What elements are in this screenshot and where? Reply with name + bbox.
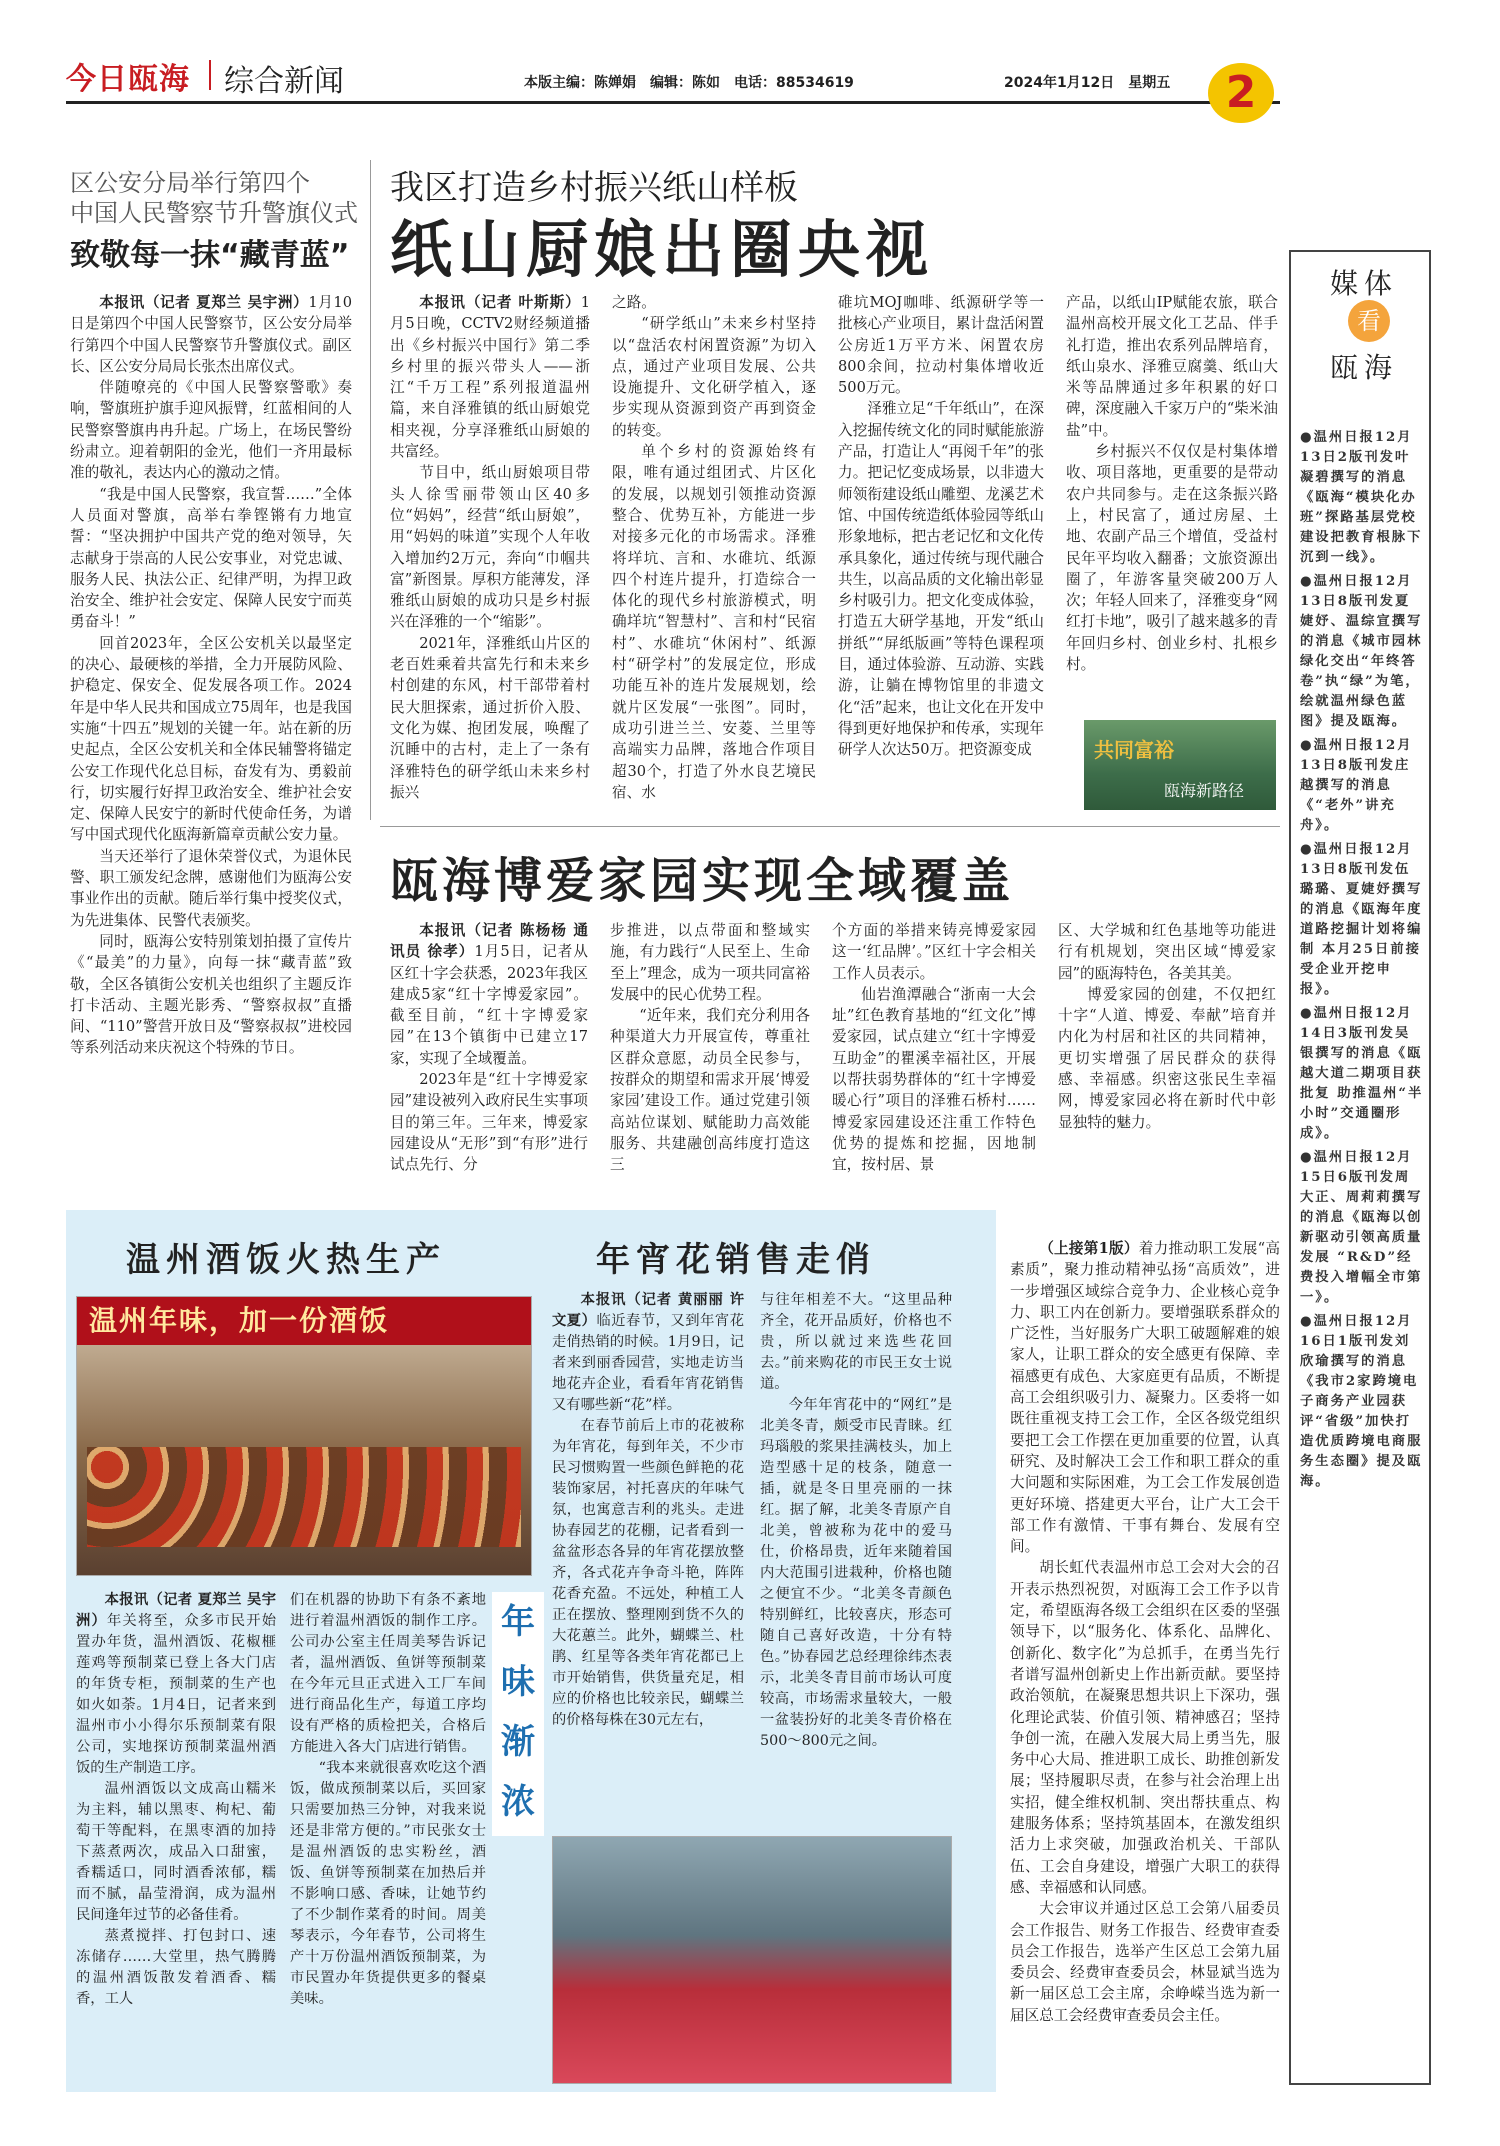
tagline-char: 浓 bbox=[501, 1782, 535, 1822]
sidebar-item: ●温州日报12月15日6版刊发周大正、周莉莉撰写的消息《瓯海以创新驱动引领高质量发展 “R&D”经费投入增幅全市第一》。 bbox=[1300, 1150, 1423, 1305]
sidebar-title-ouhai: 瓯海 bbox=[1330, 351, 1399, 384]
panel-story-b-col1: 本报讯（记者 黄丽丽 许文夏）临近春节，又到年宵花走俏热销的时候。1月9日，记者来到丽香园营，实地走访当地花卉企业，看看年宵花销售又有哪些新“花”样。 在春节前后上市的花被称为年宵花，每到年关，不少市民习惯购置一些颜色鲜艳的花装饰家居，衬托喜庆的年味气氛，也寓意吉利的兆头。走进协春园艺的花棚，记者看到一盆盆形态各异的年宵花摆放整齐，各式花卉争奇斗艳，阵阵花香充盈。不远处，种植工人正在摆放、整理刚到货不久的大花蕙兰。此外，蝴蝶兰、杜鹃、红星等各类年宵花都已上市开始销售，供货量充足，相应的价格也比较亲民，蝴蝶兰的价格每株在30元左右， bbox=[552, 1292, 745, 1728]
section-name: 综合新闻 bbox=[224, 64, 344, 99]
issue-date: 2024年1月12日 星期五 bbox=[1004, 75, 1171, 91]
story3-column-3: 个方面的举措来铸亮博爱家园这一‘红品牌’。”区红十字会相关工作人员表示。 仙岩渔潭融合“浙南一大会址”红色教育基地的“红文化”博爱家园，试点建立“红十字博爱互助金”的瞿溪幸福社区，开展以帮扶弱势群体的“红十字博爱暖心行”项目的泽雅石桥村……博爱家园建设还注重工作特色优势的提炼和挖掘，因地制宜，按村居、景 bbox=[832, 922, 1036, 1174]
graphic-caption-2: 瓯海新路径 bbox=[1164, 781, 1245, 800]
column-rule bbox=[370, 160, 371, 820]
story2-title: 纸山厨娘出圈央视 bbox=[390, 213, 935, 286]
tagline-char: 年 bbox=[501, 1602, 535, 1642]
story2-column-1: 本报讯（记者 叶斯斯）1月5日晚，CCTV2财经频道播出《乡村振兴中国行》第二季乡村里的振兴带头人——浙江“千万工程”系列报道温州篇，来自泽雅镇的纸山厨娘党相夹视，分享泽雅纸山厨娘的共富经。 节目中，纸山厨娘项目带头人徐雪丽带领山区40多位“妈妈”，经营“纸山厨娘”，用“妈妈的味道”实现个人年收入增加约2万元，奔向“巾帼共富”新图景。厚积方能薄发，泽雅纸山厨娘的成功只是乡村振兴在泽雅的一个“缩影”。 2021年，泽雅纸山片区的老百姓乘着共富先行和未来乡村创建的东风，村干部带着村民大胆探索，通过折价入股、文化为媒、抱团发展，唤醒了沉睡中的古村，走上了一条有泽雅特色的研学纸山未来乡村振兴 bbox=[390, 294, 590, 801]
panel-headline-1: 温州酒饭火热生产 bbox=[126, 1240, 446, 1280]
story3-column-2: 步推进，以点带面和整域实施，有力践行“人民至上、生命至上”理念，成为一项共同富裕发展中的民心优势工程。 “近年来，我们充分利用各种渠道大力开展宣传，尊重社区群众意愿，动员全民参与，按群众的期望和需求开展‘博爱家园’建设工作。通过党建引领高站位谋划、赋能助力高效能服务、共建融创高纬度打造这三 bbox=[610, 922, 810, 1174]
story1-byline: 本报讯（记者 夏郑兰 吴宇洲） bbox=[99, 294, 309, 311]
masthead-logo: 今日瓯海 bbox=[66, 62, 190, 97]
header-divider bbox=[209, 60, 211, 90]
story1-paragraph: 当天还举行了退休荣誉仪式，为退休民警、职工颁发纪念牌，感谢他们为瓯海公安事业作出的贡献。随后举行集中授奖仪式，为先进集体、民警代表颁奖。 bbox=[70, 847, 352, 929]
story1-body bbox=[70, 292, 352, 1059]
story1-paragraph: 回首2023年，全区公安机关以最坚定的决心、最硬核的举措，全力开展防风险、护稳定、保安全、促发展各项工作。2024年是中华人民共和国成立75周年，也是我国实施“十四五”规划的关键一年。站在新的历史起点，全区公安机关和全体民辅警将锚定公安工作现代化总目标，奋发有为、勇毅前行，切实履行好捍卫政治安全、维护社会安定、保障人民安宁的新时代使命任务，为谱写中国式现代化瓯海新篇章贡献公安力量。 bbox=[70, 634, 352, 844]
panel-headline-2: 年宵花销售走俏 bbox=[596, 1240, 876, 1280]
story1-main-title: 致敬每一抹“藏青蓝” bbox=[70, 238, 350, 273]
panel-story-b-col2: 与往年相差不大。“这里品种齐全，花开品质好，价格也不贵，所以就过来选些花回去。”前来购花的市民王女士说道。 今年年宵花中的“网红”是北美冬青，颇受市民青睐。红玛瑙般的浆果挂满枝头，加上造型感十足的枝条，随意一插，就是冬日里亮丽的一抹红。据了解，北美冬青原产自北美，曾被称为花中的爱马仕，价格昂贵，近年来随着国内大范围引进栽种，价格也随之便宜不少。“北美冬青颜色特别鲜红，比较喜庆，形态可随自己喜好改造，十分有特色。”协春园艺总经理徐纬杰表示，北美冬青目前市场认可度较高，市场需求量较大，一般一盆装扮好的北美冬青价格在500～800元之间。 bbox=[760, 1292, 952, 1749]
story3-column-4: 区、大学城和红色基地等功能进行有机规划，突出区域“博爱家园”的瓯海特色，各美其美。 博爱家园的创建，不仅把红十字“人道、博爱、奉献”培育并内化为村居和社区的共同精神，更切实增强了居民群众的获得感、幸福感。织密这张民生幸福网，博爱家园必将在新时代中彰显独特的魅力。 bbox=[1058, 922, 1276, 1131]
editor-credits: 本版主编：陈婵娟 编辑：陈如 电话：88534619 bbox=[524, 75, 854, 91]
sidebar-item: ●温州日报12月14日3版刊发吴银撰写的消息《瓯越大道二期项目获批复 助推温州“半小时”交通圈形成》。 bbox=[1300, 1006, 1424, 1141]
story2-column-4: 产品，以纸山IP赋能农旅，联合温州高校开展文化工艺品、伴手礼打造，推出农系列品牌培育，纸山泉水、泽雅豆腐羹、纸山大米等品牌通过多年积累的好口碑，深度融入千家万户的“柴米油盐”中。 乡村振兴不仅仅是村集体增收、项目落地，更重要的是带动农户共同参与。走在这条振兴路上，村民富了，通过房屋、土地、农副产品三个增值，受益村民年平均收入翻番；文旅资源出圈了，年游客量突破200万人次；年轻人回来了，泽雅变身“网红打卡地”，吸引了越来越多的青年回归乡村、创业乡村、扎根乡村。 bbox=[1066, 294, 1278, 674]
panel-story-a-col2: 们在机器的协助下有条不紊地进行着温州酒饭的制作工序。公司办公室主任周美琴告诉记者，温州酒饭、鱼饼等预制菜在今年元旦正式进入工厂车间进行商品化生产，每道工序均设有严格的质检把关，合格后方能进入各大门店进行销售。 “我本来就很喜欢吃这个酒饭，做成预制菜以后，买回家只需要加热三分钟，对我来说还是非常方便的。”市民张女士是温州酒饭的忠实粉丝，酒饭、鱼饼等预制菜在加热后并不影响口感、香味，让她节约了不少制作菜肴的时间。周美琴表示，今年春节，公司将生产十万份温州酒饭预制菜，为市民置办年货提供更多的餐桌美味。 bbox=[290, 1592, 486, 2007]
new-year-flowers-photo bbox=[552, 1836, 952, 2084]
continued-story: （上接第1版）着力推动职工发展“高素质”，聚力推动精神弘扬“高质效”，进一步增强区域综合竞争力、企业核心竞争力、职工内在创新力。要增强联系群众的广泛性，当好服务广大职工破题解难的娘家人，让职工群众的安全感更有保障、幸福感更有成色、大家庭更有品质，不断提高工会组织吸引力、凝聚力。区委将一如既往重视支持工会工作，全区各级党组织要把工会工作摆在更加重要的位置，认真研究、及时解决工会工作和职工群众的重大问题和实际困难，为工会工作发展创造更好环境、搭建更大平台，让广大工会干部工作有激情、干事有舞台、发展有空间。 胡长虹代表温州市总工会对大会的召开表示热烈祝贺，对瓯海工会工作予以肯定，希望瓯海各级工会组织在区委的坚强领导下，以“服务化、体系化、品牌化、创新化、数字化”为总抓手，在勇当先行者谱写温州创新史上作出新贡献。要坚持政治领航，在凝聚思想共识上下深功，强化理论武装、价值引领、精神感召；坚持争创一流，在融入发展大局上勇当先，服务中心大局、推进职工成长、助推创新发展；坚持履职尽责，在参与社会治理上出实招，健全维权机制、突出帮扶重点、构建服务体系；坚持筑基固本，在激发组织活力上求突破，加强政治机关、干部队伍、工会自身建设，增强广大职工的获得感、幸福感和认同感。 大会审议并通过区总工会第八届委员会工作报告、财务工作报告、经费审查委员会工作报告，选举产生区总工会第九届委员会、经费审查委员会，林显斌当选为新一届区总工会主席，余峥嵘当选为新一届区总工会经费审查委员会主任。 bbox=[1010, 1240, 1280, 2024]
story2-kicker: 我区打造乡村振兴纸山样板 bbox=[390, 168, 798, 208]
story1-paragraph: “我是中国人民警察，我宣誓……”全体人员面对警旗，高举右拳铿锵有力地宣誓：“坚决拥护中国共产党的绝对领导，矢志献身于崇高的人民公安事业，对党忠诚、服务人民、执法公正、纪律严明，为捍卫政治安全、维护社会安定、保障人民安宁而英勇奋斗！” bbox=[70, 485, 352, 631]
sidebar-item: ●温州日报12月16日1版刊发刘欣瑜撰写的消息《我市2家跨境电子商务产业园获评“省级”加快打造优质跨境电商服务生态圈》提及瓯海。 bbox=[1300, 1314, 1423, 1489]
graphic-caption-1: 共同富裕 bbox=[1094, 738, 1174, 762]
story1-head-line1: 区公安分局举行第四个 bbox=[70, 169, 310, 197]
page-header bbox=[66, 54, 1280, 104]
sidebar-item: ●温州日报12月13日2版刊发叶凝碧撰写的消息《瓯海“模块化办班”探路基层党校建设把教育根脉下沉到一线》。 bbox=[1300, 430, 1423, 565]
story2-byline: 本报讯（记者 叶斯斯） bbox=[419, 294, 581, 311]
story1-headline bbox=[70, 168, 358, 228]
story3-column-1: 本报讯（记者 陈杨杨 通讯员 徐孝）1月5日，记者从区红十字会获悉，2023年我区建成5家“红十字博爱家园”。截至目前，“红十字博爱家园”在13个镇街中已建立17家，实现了全域覆盖。 2023年是“红十字博爱家园”建设被列入政府民生实事项目的第三年。三年来，博爱家园建设从“无形”到“有形”进行试点先行、分 bbox=[390, 922, 588, 1174]
story-divider bbox=[380, 826, 1280, 827]
photo-banner-text: 温州年味，加一份酒饭 bbox=[77, 1297, 531, 1345]
rice-wine-factory-photo bbox=[76, 1296, 532, 1576]
common-prosperity-graphic bbox=[1084, 720, 1276, 810]
story1-paragraph: 伴随嘹亮的《中国人民警察警歌》奏响，警旗班护旗手迎风振臂，红蓝相间的人民警察警旗冉冉升起。广场上，在场民警纷纷肃立。迎着朝阳的金光，他们一齐用最标准的敬礼，表达内心的激动之情。 bbox=[70, 379, 352, 482]
page-number-badge: 2 bbox=[1208, 63, 1274, 123]
story1-head-line2: 中国人民警察节升警旗仪式 bbox=[70, 199, 358, 227]
tagline-char: 渐 bbox=[501, 1722, 535, 1762]
continued-tag: （上接第1版） bbox=[1039, 1240, 1139, 1257]
product-shelf-graphic bbox=[87, 1447, 521, 1547]
sidebar-title-media: 媒体 bbox=[1330, 267, 1399, 300]
vertical-tagline bbox=[492, 1592, 544, 1836]
panel-b-byline: 本报讯（记者 黄丽丽 许文夏） bbox=[552, 1292, 744, 1329]
story3-title: 瓯海博爱家园实现全域覆盖 bbox=[390, 853, 1015, 909]
sidebar-item: ●温州日报12月13日8版刊发庄越撰写的消息《“老外”讲充舟》。 bbox=[1300, 738, 1413, 833]
story2-column-2: 之路。 “研学纸山”未来乡村坚持以“盘活农村闲置资源”为切入点，通过产业项目发展、公共设施提升、文化研学植入，逐步实现从资源到资产再到资金的转变。 单个乡村的资源始终有限，唯有通过组团式、片区化的发展，以规划引领推动资源整合、优势互补，方能进一步对接多元化的市场需求。泽雅将垟坑、言和、水碓坑、纸源四个村连片提升，打造综合一体化的现代乡村旅游模式，明确垟坑“智慧村”、言和村“民宿村”、水碓坑“休闲村”、纸源村“研学村”的发展定位，形成功能互补的连片发展规划，绘就片区发展“一张图”。同时，成功引进兰兰、安菱、兰里等高端实力品牌，落地合作项目超30个，打造了外水良艺境民宿、水 bbox=[612, 294, 816, 801]
panel-a-byline: 本报讯（记者 夏郑兰 吴宇洲） bbox=[76, 1592, 276, 1629]
tagline-char: 味 bbox=[501, 1662, 535, 1702]
sidebar-list bbox=[1300, 428, 1424, 1496]
story2-column-3: 碓坑MOJ咖啡、纸源研学等一批核心产业项目，累计盘活闲置公房近1万平方米、闲置农房800余间，拉动村集体增收近500万元。 泽雅立足“千年纸山”，在深入挖掘传统文化的同时赋能旅游产品，打造让人“再阅千年”的张力。把记忆变成场景，以非遗大师领衔建设纸山雕塑、龙溪艺术馆、中国传统造纸体验园等纸山形象地标，把古老记忆和文化传承具象化，通过传统与现代融合共生，以高品质的文化输出彰显乡村吸引力。把文化变成体验，打造五大研学基地，开发“纸山拼纸”“屏纸版画”等特色课程项目，通过体验游、互动游、实践游，让躺在博物馆里的非遗文化“活”起来，也让文化在开发中得到更好地保护和传承，实现年研学人次达50万。把资源变成 bbox=[838, 294, 1044, 759]
story1-paragraph: 本报讯（记者 夏郑兰 吴宇洲）1月10日是第四个中国人民警察节，区公安分局举行第四个中国人民警察节升警旗仪式。副区长、区公安分局局长张杰出席仪式。 bbox=[70, 294, 352, 375]
panel-story-a-col1: 本报讯（记者 夏郑兰 吴宇洲）年关将至，众多市民开始置办年货，温州酒饭、花椒榧莲鸡等预制菜已登上各大门店的年货专柜，预制菜的生产也如火如荼。1月4日，记者来到温州市小小得尔乐预制菜有限公司，实地探访预制菜温州酒饭的生产制造工序。 温州酒饭以文成高山糯米为主料，辅以黑枣、枸杞、葡萄干等配料，在黑枣酒的加持下蒸煮两次，成品入口甜蜜，香糯适口，同时酒香浓郁，糯而不腻，晶莹滑润，成为温州民间逢年过节的必备佳肴。 蒸煮搅拌、打包封口、速冻储存……大堂里，热气腾腾的温州酒饭散发着酒香、糯香，工人 bbox=[76, 1592, 277, 2007]
sidebar-title-badge: 看 bbox=[1348, 300, 1390, 342]
sidebar-item: ●温州日报12月13日8版刊发伍璐璐、夏婕妤撰写的消息《瓯海年度道路挖掘计划将编制 本月25日前接受企业开挖申报》。 bbox=[1300, 842, 1423, 997]
sidebar-item: ●温州日报12月13日8版刊发夏婕妤、温综宣撰写的消息《城市园林绿化交出“年终答卷”执“绿”为笔，绘就温州绿色蓝图》提及瓯海。 bbox=[1300, 574, 1423, 729]
story3-byline: 本报讯（记者 陈杨杨 通讯员 徐孝） bbox=[390, 922, 588, 961]
story1-paragraph: 同时，瓯海公安特别策划拍摄了宣传片《“最美”的力量》，向每一抹“藏青蓝”致敬，全区各镇街公安机关也组织了主题反诈打卡活动、主题光影秀、“警察叔叔”直播间、“110”警营开放日及“警察叔叔”进校园等系列活动来庆祝这个特殊的节日。 bbox=[70, 932, 352, 1057]
